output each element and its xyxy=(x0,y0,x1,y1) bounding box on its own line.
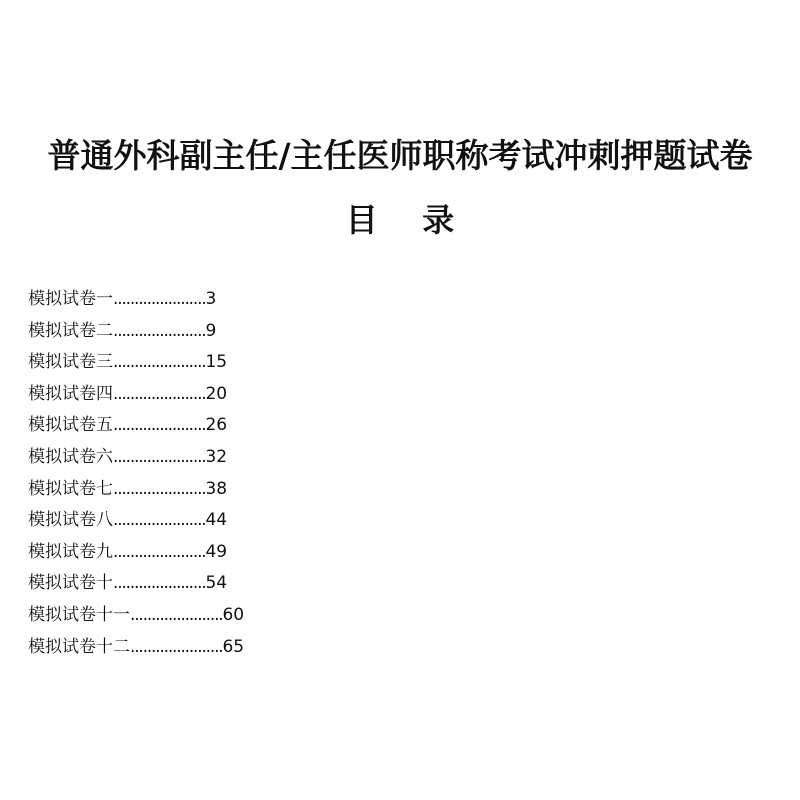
toc-leader-dots: ...................... xyxy=(113,446,206,467)
toc-leader-dots: ...................... xyxy=(113,541,206,562)
toc-entry-label: 模拟试卷五 xyxy=(28,415,113,436)
toc-entry[interactable] xyxy=(28,568,428,600)
toc-entry[interactable] xyxy=(28,505,428,537)
document-title: 普通外科副主任/主任医师职称考试冲刺押题试卷 xyxy=(47,136,753,175)
toc-page-number: 65 xyxy=(222,636,245,657)
toc-page-number: 26 xyxy=(205,415,228,436)
toc-entry-label: 模拟试卷十二 xyxy=(28,636,130,657)
toc-entry-label: 模拟试卷六 xyxy=(28,446,113,467)
toc-entry-label: 模拟试卷四 xyxy=(28,383,113,404)
toc-entry-label: 模拟试卷八 xyxy=(28,510,113,531)
toc-entry-label: 模拟试卷十 xyxy=(28,573,113,594)
toc-page-number: 60 xyxy=(222,604,245,625)
toc-entry[interactable] xyxy=(28,410,428,442)
toc-leader-dots: ...................... xyxy=(113,352,206,373)
toc-entry[interactable] xyxy=(28,284,428,316)
toc-leader-dots: ...................... xyxy=(130,604,223,625)
toc-page-number: 44 xyxy=(205,510,228,531)
toc-page-number: 20 xyxy=(205,383,228,404)
toc-entry[interactable] xyxy=(28,600,428,632)
toc-leader-dots: ...................... xyxy=(113,415,206,436)
toc-page-number: 49 xyxy=(205,541,228,562)
toc-entry[interactable] xyxy=(28,379,428,411)
toc-page-number: 3 xyxy=(205,289,217,309)
toc-heading: 目 录 xyxy=(345,201,455,239)
toc-leader-dots: ...................... xyxy=(113,478,206,499)
toc-entry[interactable] xyxy=(28,474,428,506)
toc-entry[interactable] xyxy=(28,632,428,664)
toc-leader-dots: ...................... xyxy=(113,383,206,404)
toc-page-number: 38 xyxy=(205,478,228,499)
toc-entry-label: 模拟试卷七 xyxy=(28,478,113,499)
toc-page-number: 15 xyxy=(205,352,228,373)
toc-leader-dots: ...................... xyxy=(130,636,223,657)
toc-entry-label: 模拟试卷十一 xyxy=(28,604,130,625)
toc-page-number: 9 xyxy=(205,320,217,341)
toc-entry[interactable] xyxy=(28,537,428,569)
toc-list xyxy=(28,284,428,663)
toc-leader-dots: ...................... xyxy=(113,510,206,531)
toc-entry[interactable] xyxy=(28,347,428,379)
toc-leader-dots: ...................... xyxy=(113,289,206,309)
toc-entry-label: 模拟试卷九 xyxy=(28,541,113,562)
toc-entry[interactable] xyxy=(28,442,428,474)
toc-entry-label: 模拟试卷二 xyxy=(28,320,113,341)
toc-page-number: 54 xyxy=(205,573,228,594)
toc-entry-label: 模拟试卷三 xyxy=(28,352,113,373)
toc-leader-dots: ...................... xyxy=(113,573,206,594)
toc-entry-label: 模拟试卷一 xyxy=(28,289,113,309)
toc-page-number: 32 xyxy=(205,446,228,467)
toc-entry[interactable] xyxy=(28,316,428,348)
toc-leader-dots: ...................... xyxy=(113,320,206,341)
